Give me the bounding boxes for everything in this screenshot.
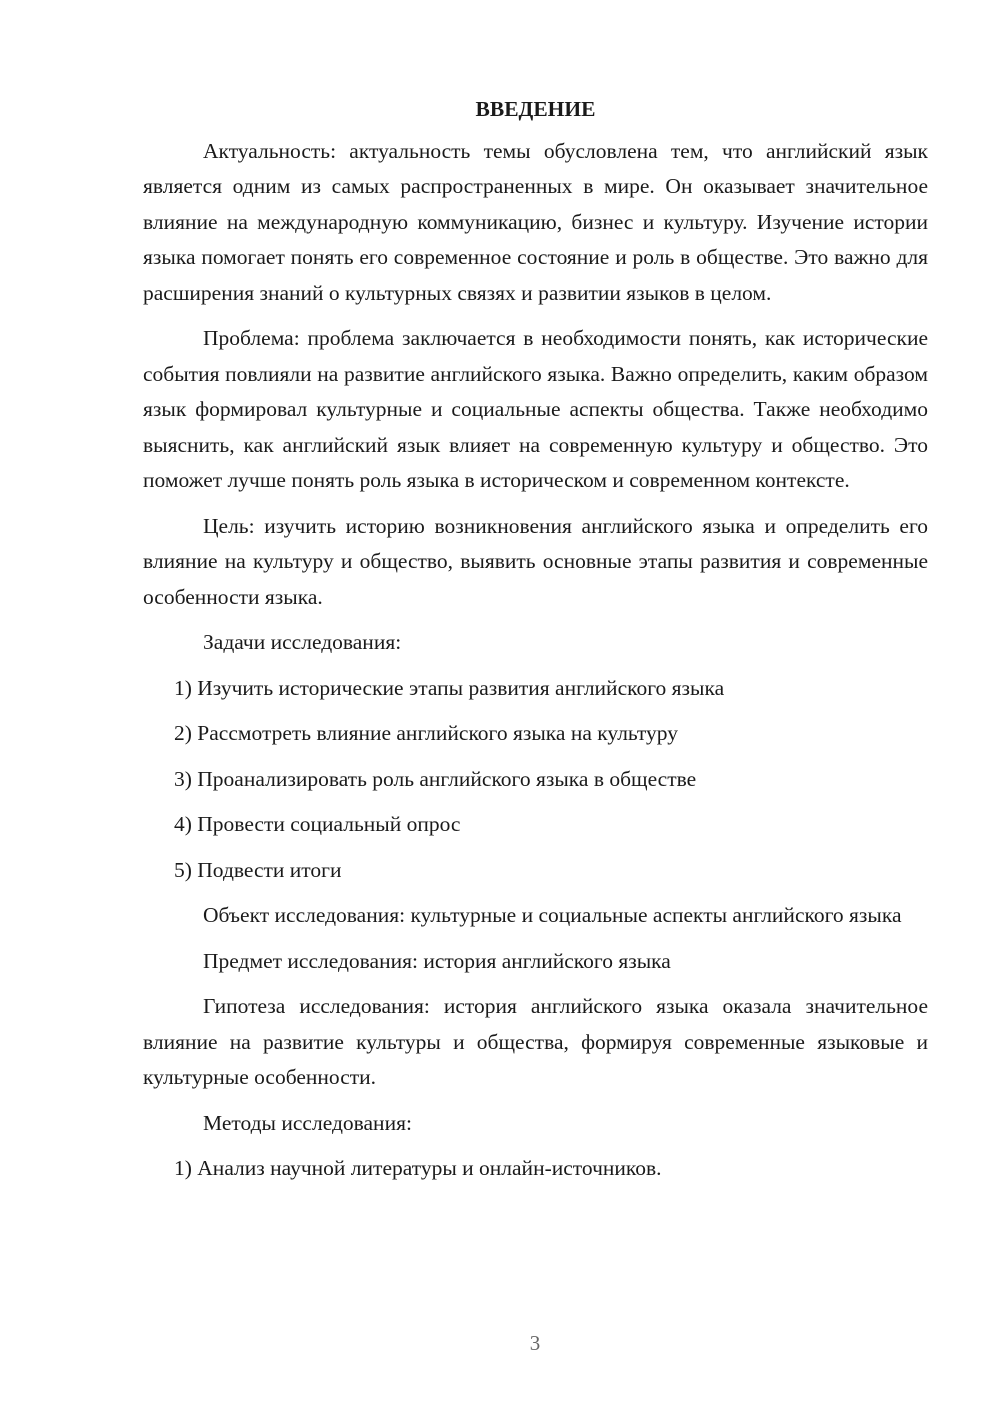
tasks-heading: Задачи исследования: (203, 630, 402, 654)
document-page (143, 92, 928, 1197)
problem-paragraph: Проблема: проблема заключается в необходимости понять, как исторические события повлияли на развитие английского языка. Важно определить, каким образом язык формировал культурные и социальные аспекты общества. Также необходимо выяснить, как английский язык влияет на современную культуру и общество. Это поможет лучше понять роль языка в историческом и современном контексте. (143, 326, 928, 492)
task-item: 2) Рассмотреть влияние английского языка на культуру (174, 721, 678, 745)
hypothesis-paragraph: Гипотеза исследования: история английского языка оказала значительное влияние на развитие культуры и общества, формируя современные языковые и культурные особенности. (143, 994, 928, 1089)
goal-paragraph: Цель: изучить историю возникновения английского языка и определить его влияние на культуру и общество, выявить основные этапы развития и современные особенности языка. (143, 513, 928, 609)
page-number: 3 (529, 1331, 541, 1355)
section-title: ВВЕДЕНИЕ (475, 97, 596, 121)
task-item: 1) Изучить исторические этапы развития английского языка (174, 675, 725, 700)
subject-paragraph: Предмет исследования: история английского языка (203, 948, 671, 973)
task-item: 5) Подвести итоги (174, 857, 342, 882)
method-item: 1) Анализ научной литературы и онлайн-источников. (174, 1156, 662, 1180)
task-item: 4) Провести социальный опрос (174, 812, 461, 836)
task-item: 3) Проанализировать роль английского языка в обществе (174, 766, 697, 791)
relevance-paragraph: Актуальность: актуальность темы обусловлена тем, что английский язык является одним из самых распространенных в мире. Он оказывает значительное влияние на международную коммуникацию, бизнес и культуру. Изучение истории языка помогает понять его современное состояние и роль в обществе. Это важно для расширения знаний о культурных связях и развитии языков в целом. (143, 138, 928, 305)
object-paragraph: Объект исследования: культурные и социальные аспекты английского языка (203, 903, 902, 927)
methods-heading: Методы исследования: (203, 1110, 412, 1135)
